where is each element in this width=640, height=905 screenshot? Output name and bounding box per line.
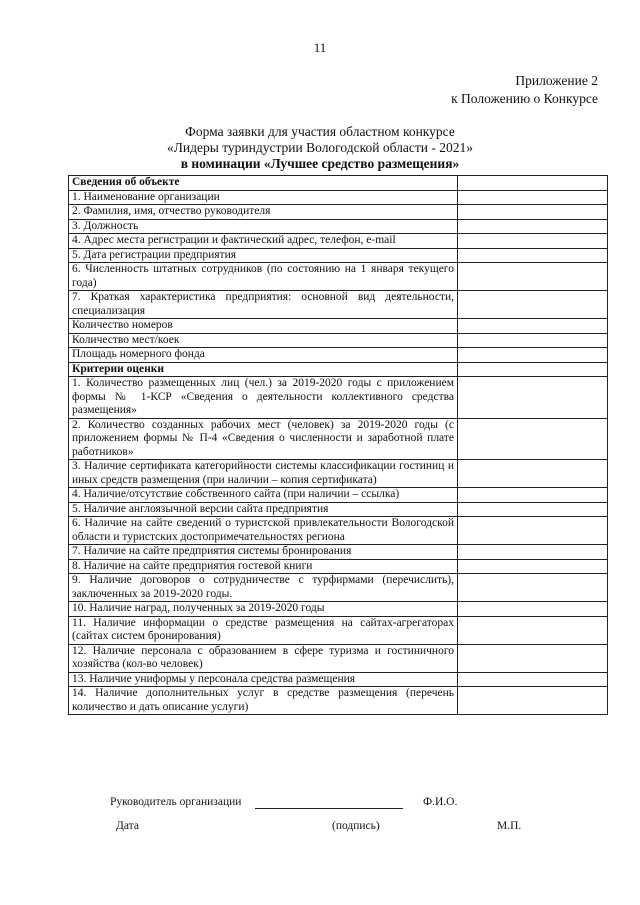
form-row xyxy=(69,291,608,319)
form-title xyxy=(0,124,640,172)
signature-label: (подпись) xyxy=(332,820,380,832)
answer-cell[interactable] xyxy=(458,362,608,377)
section-header-row xyxy=(69,362,608,377)
criterion-cell: Площадь номерного фонда xyxy=(69,348,458,363)
date-label: Дата xyxy=(116,820,139,832)
stamp-label: М.П. xyxy=(497,820,522,832)
criterion-cell: 2. Количество созданных рабочих мест (человек) за 2019-2020 годы (с приложением формы № П-4 «Сведения о численности и заработной плате работников» xyxy=(69,418,458,460)
form-row xyxy=(69,559,608,574)
answer-cell[interactable] xyxy=(458,263,608,291)
form-row xyxy=(69,517,608,545)
answer-cell[interactable] xyxy=(458,672,608,687)
form-row xyxy=(69,190,608,205)
answer-cell[interactable] xyxy=(458,377,608,419)
criterion-cell: 10. Наличие наград, полученных за 2019-2020 годы xyxy=(69,602,458,617)
criterion-cell: 6. Численность штатных сотрудников (по состоянию на 1 января текущего года) xyxy=(69,263,458,291)
criterion-cell: 3. Наличие сертификата категорийности системы классификации гостиниц и иных средств размещения (при наличии – копия сертификата) xyxy=(69,460,458,488)
annex-line-2: к Положению о Конкурсе xyxy=(451,91,598,106)
form-table-body xyxy=(69,176,608,715)
answer-cell[interactable] xyxy=(458,545,608,560)
form-row xyxy=(69,205,608,220)
application-form-table xyxy=(68,175,608,715)
title-line-2: «Лидеры туриндустрии Вологодской области - 2021» xyxy=(167,140,473,155)
criterion-cell: 4. Адрес места регистрации и фактический адрес, телефон, e-mail xyxy=(69,234,458,249)
form-row xyxy=(69,616,608,644)
criterion-cell: 9. Наличие договоров о сотрудничестве с турфирмами (перечислить), заключенных за 2019-2020 годы. xyxy=(69,574,458,602)
criterion-cell: 11. Наличие информации о средстве размещения на сайтах-агрегаторах (сайтах систем бронирования) xyxy=(69,616,458,644)
form-row xyxy=(69,502,608,517)
form-row xyxy=(69,672,608,687)
form-row xyxy=(69,219,608,234)
annex-line-1: Приложение 2 xyxy=(515,73,598,88)
answer-cell[interactable] xyxy=(458,234,608,249)
head-label: Руководитель организации xyxy=(110,796,242,808)
form-row xyxy=(69,602,608,617)
criterion-cell: 5. Наличие англоязычной версии сайта предприятия xyxy=(69,502,458,517)
form-row xyxy=(69,644,608,672)
answer-cell[interactable] xyxy=(458,687,608,715)
form-row xyxy=(69,545,608,560)
answer-cell[interactable] xyxy=(458,190,608,205)
title-line-3: в номинации «Лучшее средство размещения» xyxy=(180,156,460,171)
criterion-cell: 8. Наличие на сайте предприятия гостевой книги xyxy=(69,559,458,574)
form-row xyxy=(69,377,608,419)
answer-cell[interactable] xyxy=(458,559,608,574)
criterion-cell: 13. Наличие униформы у персонала средства размещения xyxy=(69,672,458,687)
answer-cell[interactable] xyxy=(458,248,608,263)
criterion-cell: 5. Дата регистрации предприятия xyxy=(69,248,458,263)
section-header-row xyxy=(69,176,608,191)
answer-cell[interactable] xyxy=(458,291,608,319)
signature-line xyxy=(255,808,403,809)
answer-cell[interactable] xyxy=(458,644,608,672)
criterion-cell: Количество номеров xyxy=(69,319,458,334)
answer-cell[interactable] xyxy=(458,319,608,334)
answer-cell[interactable] xyxy=(458,176,608,191)
answer-cell[interactable] xyxy=(458,488,608,503)
answer-cell[interactable] xyxy=(458,616,608,644)
criterion-cell: 1. Наименование организации xyxy=(69,190,458,205)
criterion-cell: 2. Фамилия, имя, отчество руководителя xyxy=(69,205,458,220)
criterion-cell: 1. Количество размещенных лиц (чел.) за 2019-2020 годы с приложением формы № 1-КСР «Сведения о деятельности коллективного средства размещения» xyxy=(69,377,458,419)
section-header-cell: Критерии оценки xyxy=(69,362,458,377)
form-row xyxy=(69,574,608,602)
annex-reference xyxy=(451,72,598,108)
answer-cell[interactable] xyxy=(458,205,608,220)
fio-label: Ф.И.О. xyxy=(423,796,458,808)
form-row xyxy=(69,488,608,503)
answer-cell[interactable] xyxy=(458,348,608,363)
page-number: 11 xyxy=(313,40,327,55)
form-row xyxy=(69,687,608,715)
answer-cell[interactable] xyxy=(458,333,608,348)
answer-cell[interactable] xyxy=(458,418,608,460)
criterion-cell: 7. Наличие на сайте предприятия системы бронирования xyxy=(69,545,458,560)
form-row xyxy=(69,319,608,334)
answer-cell[interactable] xyxy=(458,502,608,517)
criterion-cell: 12. Наличие персонала с образованием в сфере туризма и гостиничного хозяйства (кол-во человек) xyxy=(69,644,458,672)
answer-cell[interactable] xyxy=(458,517,608,545)
form-row xyxy=(69,263,608,291)
title-line-1: Форма заявки для участия областном конкурсе xyxy=(185,124,455,139)
form-row xyxy=(69,418,608,460)
answer-cell[interactable] xyxy=(458,219,608,234)
form-row xyxy=(69,234,608,249)
form-row xyxy=(69,460,608,488)
section-header-cell: Сведения об объекте xyxy=(69,176,458,191)
criterion-cell: 6. Наличие на сайте сведений о туристской привлекательности Вологодской области и туристских достопримечательностях региона xyxy=(69,517,458,545)
criterion-cell: 3. Должность xyxy=(69,219,458,234)
criterion-cell: 14. Наличие дополнительных услуг в средстве размещения (перечень количество и дать описание услуги) xyxy=(69,687,458,715)
criterion-cell: Количество мест/коек xyxy=(69,333,458,348)
form-row xyxy=(69,333,608,348)
answer-cell[interactable] xyxy=(458,574,608,602)
criterion-cell: 4. Наличие/отсутствие собственного сайта (при наличии – ссылка) xyxy=(69,488,458,503)
answer-cell[interactable] xyxy=(458,602,608,617)
criterion-cell: 7. Краткая характеристика предприятия: основной вид деятельности, специализация xyxy=(69,291,458,319)
answer-cell[interactable] xyxy=(458,460,608,488)
form-row xyxy=(69,248,608,263)
form-row xyxy=(69,348,608,363)
